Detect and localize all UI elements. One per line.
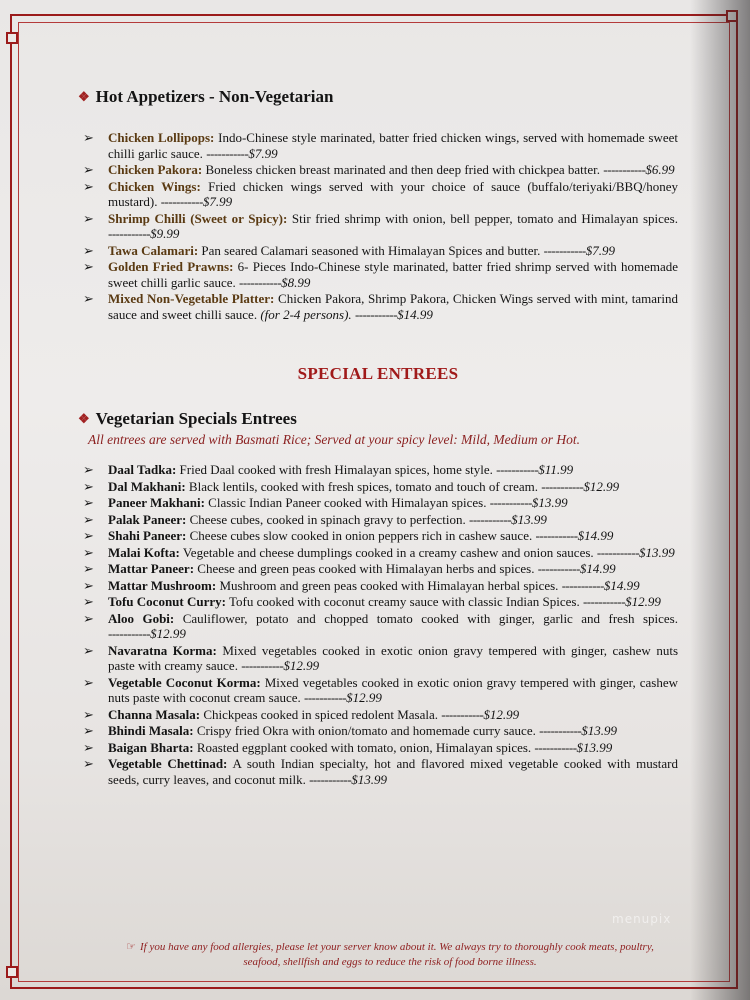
price-leader: ----------- <box>543 242 586 258</box>
appetizers-heading <box>78 86 678 108</box>
menu-item <box>78 643 678 674</box>
menu-item-price: $12.99 <box>583 478 620 494</box>
menu-item-name: Shrimp Chilli (Sweet or Spicy): <box>108 210 288 226</box>
menu-item-description: Fried chicken wings served with your choice of sauce (buffalo/teriyaki/BBQ/honey mustard). <box>108 178 678 209</box>
menu-item-description: Classic Indian Paneer cooked with Himalayan spices. <box>208 495 487 510</box>
price-leader: ----------- <box>489 495 532 510</box>
menu-item-name: Mattar Paneer: <box>108 561 195 576</box>
price-leader: ----------- <box>241 658 284 673</box>
menu-item-price: $13.99 <box>351 771 387 787</box>
menu-item-price: $11.99 <box>538 462 574 477</box>
corner-ornament <box>6 966 18 978</box>
arrow-bullet-icon: ➢ <box>83 210 94 226</box>
appetizers-title: Hot Appetizers - Non-Vegetarian <box>95 87 334 106</box>
arrow-bullet-icon: ➢ <box>83 723 94 738</box>
menu-item-price: $14.99 <box>397 306 433 322</box>
pointing-hand-icon: ☞ <box>126 941 136 953</box>
price-leader: ----------- <box>309 771 352 787</box>
menu-item-name: Chicken Wings: <box>108 178 201 194</box>
menu-item-price: $13.99 <box>581 723 617 738</box>
vegetarian-title: Vegetarian Specials Entrees <box>95 409 297 428</box>
arrow-bullet-icon: ➢ <box>83 561 94 576</box>
menu-item <box>78 723 678 739</box>
price-leader: ----------- <box>541 478 584 494</box>
price-leader: ----------- <box>603 162 646 177</box>
menu-item-price: $12.99 <box>283 658 320 673</box>
arrow-bullet-icon: ➢ <box>83 462 94 477</box>
menu-item <box>78 578 678 594</box>
menu-item-price: $14.99 <box>577 528 614 543</box>
menu-item <box>78 259 678 290</box>
special-entrees-title: SPECIAL ENTREES <box>297 364 459 383</box>
price-leader: ----------- <box>534 739 577 755</box>
arrow-bullet-icon: ➢ <box>83 162 94 177</box>
menu-item-price: $13.99 <box>531 495 568 510</box>
menu-item <box>78 291 678 322</box>
menu-item-name: Mattar Mushroom: <box>108 577 217 593</box>
price-leader: ----------- <box>582 594 626 609</box>
menu-item-description: Cauliflower, potato and chopped tomato cooked with ginger, garlic and fresh spices. <box>182 610 678 626</box>
menu-item-description: Mixed vegetables cooked in exotic onion gravy tempered with ginger, cashew nuts paste with creamy sauce. <box>108 642 679 673</box>
menu-item-name: Daal Tadka: <box>108 462 177 477</box>
menu-item-name: Channa Masala: <box>108 706 201 722</box>
menu-item-name: Bhindi Masala: <box>108 723 194 738</box>
menu-item-name: Paneer Makhani: <box>108 495 205 510</box>
menu-item-price: $12.99 <box>483 706 520 722</box>
menu-item-name: Mixed Non-Vegetable Platter: <box>108 291 275 306</box>
menu-item-price: $12.99 <box>346 690 382 705</box>
price-leader: ----------- <box>108 226 151 241</box>
menu-item-price: $13.99 <box>639 544 675 560</box>
menu-item-name: Vegetable Chettinad: <box>108 756 228 771</box>
menu-item-description: Tofu cooked with coconut creamy sauce with classic Indian Spices. <box>229 594 580 609</box>
menu-item-price: $7.99 <box>202 194 233 209</box>
menu-item-price: $6.99 <box>645 162 675 177</box>
arrow-bullet-icon: ➢ <box>83 242 94 258</box>
price-leader: ----------- <box>441 706 484 722</box>
corner-ornament <box>6 32 18 44</box>
menu-item <box>78 179 678 210</box>
menu-item-description: Indo-Chinese style marinated, batter fried chicken wings, served with homemade sweet chilli garlic sauce. <box>108 130 679 161</box>
arrow-bullet-icon: ➢ <box>83 674 94 690</box>
arrow-bullet-icon: ➢ <box>83 756 94 771</box>
menu-item <box>78 740 678 756</box>
arrow-bullet-icon: ➢ <box>83 739 94 755</box>
price-leader: ----------- <box>304 690 347 705</box>
menu-item <box>78 611 678 642</box>
menu-item-price: $13.99 <box>511 511 547 527</box>
menu-item-name: Chicken Lollipops: <box>108 130 215 145</box>
menu-item-name: Malai Kofta: <box>108 544 180 560</box>
arrow-bullet-icon: ➢ <box>83 544 94 560</box>
menu-item-price: $8.99 <box>281 274 311 290</box>
vegetarian-list <box>78 462 678 787</box>
menu-item-price: $7.99 <box>585 242 616 258</box>
menu-item <box>78 561 678 577</box>
menu-item-description: Cheese cubes, cooked in spinach gravy to perfection. <box>189 511 466 527</box>
price-leader: ----------- <box>354 306 398 322</box>
arrow-bullet-icon: ➢ <box>83 511 94 527</box>
arrow-bullet-icon: ➢ <box>83 528 94 543</box>
menu-item-description: Cheese and green peas cooked with Himalayan herbs and spices. <box>197 561 535 576</box>
menu-item-price: $13.99 <box>576 739 613 755</box>
arrow-bullet-icon: ➢ <box>83 610 94 626</box>
menu-item-name: Tofu Coconut Curry: <box>108 594 226 609</box>
arrow-bullet-icon: ➢ <box>83 594 94 609</box>
menu-item-price: $12.99 <box>625 594 661 609</box>
price-leader: ----------- <box>469 511 512 527</box>
menu-item-name: Golden Fried Prawns: <box>108 259 234 274</box>
menu-item-price: $14.99 <box>603 577 640 593</box>
menu-item-description: Mushroom and green peas cooked with Himalayan herbal spices. <box>219 577 559 593</box>
menu-item-description: Fried Daal cooked with fresh Himalayan spices, home style. <box>179 462 493 477</box>
menu-item-description: Vegetable and cheese dumplings cooked in a creamy cashew and onion sauces. <box>182 544 594 560</box>
allergy-notice: If you have any food allergies, please let your server know about it. We always try to thoroughly cook meats, poultry, seafood, shellfish and eggs to reduce the risk of food borne illness. <box>140 941 654 968</box>
arrow-bullet-icon: ➢ <box>83 577 94 593</box>
price-leader: ----------- <box>539 723 582 738</box>
menu-item <box>78 675 678 706</box>
menu-item <box>78 462 678 478</box>
allergy-footer <box>110 940 670 970</box>
menu-item <box>78 211 678 242</box>
diamond-bullet-icon: ❖ <box>78 89 88 104</box>
arrow-bullet-icon: ➢ <box>83 495 94 510</box>
menu-item-description: Cheese cubes slow cooked in onion peppers rich in cashew sauce. <box>189 528 533 543</box>
menu-item-description: Chickpeas cooked in spiced redolent Masala. <box>203 706 439 722</box>
arrow-bullet-icon: ➢ <box>83 178 94 194</box>
price-leader: ----------- <box>537 561 580 576</box>
menu-item-description: Roasted eggplant cooked with tomato, onion, Himalayan spices. <box>196 739 532 755</box>
arrow-bullet-icon: ➢ <box>83 706 94 722</box>
menu-item <box>78 479 678 495</box>
price-leader: ----------- <box>108 626 151 641</box>
price-leader: ----------- <box>561 577 604 593</box>
arrow-bullet-icon: ➢ <box>83 478 94 494</box>
menu-item <box>78 756 678 787</box>
price-leader: ----------- <box>160 194 203 209</box>
menu-item-name: Vegetable Coconut Korma: <box>108 674 261 690</box>
menu-item-name: Baigan Bharta: <box>108 739 194 755</box>
menu-item <box>78 594 678 610</box>
menu-item-description: Mixed vegetables cooked in exotic onion gravy tempered with ginger, cashew nuts paste with coconut cream sauce. <box>108 674 679 705</box>
menu-item-name: Palak Paneer: <box>108 511 187 527</box>
menu-content <box>78 86 678 788</box>
photo-edge-shadow <box>690 0 750 1000</box>
price-leader: ----------- <box>535 528 578 543</box>
menu-item-price: $14.99 <box>579 561 616 576</box>
menu-item-serving-note: (for 2-4 persons). <box>260 306 352 322</box>
menu-item-description: Stir fried shrimp with onion, bell pepper, tomato and Himalayan spices. <box>291 210 678 226</box>
menu-item-name: Shahi Paneer: <box>108 528 187 543</box>
entrees-note: All entrees are served with Basmati Rice; Served at your spicy level: Mild, Medium or Hot. <box>88 432 580 447</box>
appetizers-list <box>78 130 678 322</box>
price-leader: ----------- <box>206 145 249 161</box>
menu-item-name: Chicken Pakora: <box>108 162 203 177</box>
menu-item <box>78 512 678 528</box>
menu-item <box>78 495 678 511</box>
menu-item <box>78 130 678 161</box>
price-leader: ----------- <box>239 274 282 290</box>
menu-item-name: Aloo Gobi: <box>108 610 175 626</box>
price-leader: ----------- <box>596 544 640 560</box>
vegetarian-heading <box>78 408 678 430</box>
watermark: menupix <box>612 912 672 926</box>
diamond-bullet-icon: ❖ <box>78 411 88 426</box>
menu-item-price: $12.99 <box>150 626 186 641</box>
menu-item-description: Pan seared Calamari seasoned with Himalayan Spices and butter. <box>201 242 541 258</box>
arrow-bullet-icon: ➢ <box>83 259 94 274</box>
menu-item-description: Black lentils, cooked with fresh spices, tomato and touch of cream. <box>188 478 539 494</box>
menu-item-description: A south Indian specialty, hot and flavored mixed vegetable cooked with mustard seeds, curry leaves, and coconut milk. <box>108 756 678 787</box>
menu-item-name: Dal Makhani: <box>108 478 186 494</box>
menu-item <box>78 243 678 259</box>
menu-item <box>78 528 678 544</box>
menu-item-price: $9.99 <box>150 226 180 241</box>
menu-item <box>78 162 678 178</box>
menu-item <box>78 545 678 561</box>
menu-item-name: Navaratna Korma: <box>108 642 217 658</box>
menu-item-description: 6- Pieces Indo-Chinese style marinated, batter fried shrimp served with homemade sweet chilli garlic sauce. <box>108 259 678 290</box>
price-leader: ----------- <box>496 462 539 477</box>
arrow-bullet-icon: ➢ <box>83 642 94 658</box>
menu-item-description: Crispy fried Okra with onion/tomato and homemade curry sauce. <box>196 723 536 738</box>
menu-item-name: Tawa Calamari: <box>108 242 199 258</box>
menu-item-price: $7.99 <box>248 145 278 161</box>
menu-item <box>78 707 678 723</box>
arrow-bullet-icon: ➢ <box>83 130 94 145</box>
menu-item-description: Boneless chicken breast marinated and then deep fried with chickpea batter. <box>205 162 601 177</box>
menu-item-description: Chicken Pakora, Shrimp Pakora, Chicken Wings served with mint, tamarind sauce and sweet chilli sauce. <box>108 291 679 322</box>
arrow-bullet-icon: ➢ <box>83 291 94 306</box>
